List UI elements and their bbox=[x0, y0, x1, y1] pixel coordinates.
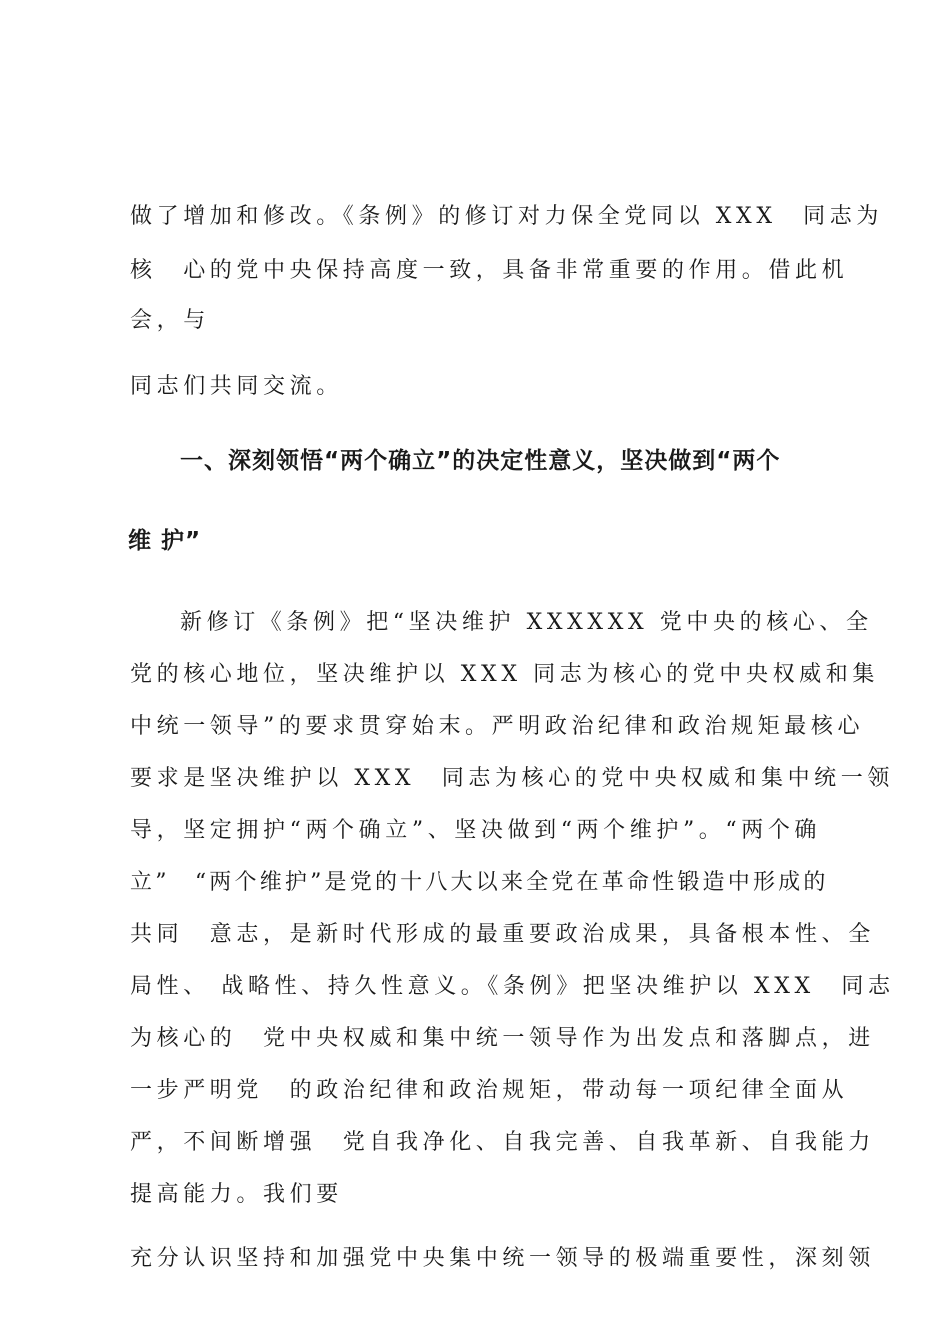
section-heading-continued: 维 护” bbox=[128, 528, 202, 554]
paragraph-line: 会，与 bbox=[130, 308, 210, 333]
paragraph-line: 中统一领导”的要求贯穿始末。严明政治纪律和政治规矩最核心 bbox=[130, 714, 865, 739]
paragraph-line: 同志们共同交流。 bbox=[130, 374, 343, 399]
paragraph-line: 立” “两个维护”是党的十八大以来全党在革命性锻造中形成的 bbox=[130, 870, 829, 895]
paragraph-line: 共同 意志，是新时代形成的最重要政治成果，具备根本性、全 bbox=[130, 922, 875, 947]
paragraph-line: 导，坚定拥护“两个确立”、坚决做到“两个维护”。“两个确 bbox=[130, 818, 822, 843]
section-heading: 一、深刻领悟“两个确立”的决定性意义，坚决做到“两个 bbox=[180, 448, 781, 474]
paragraph-line: 为核心的 党中央权威和集中统一领导作为出发点和落脚点，进 bbox=[130, 1026, 875, 1051]
paragraph-line: 要求是坚决维护以 XXX 同志为核心的党中央权威和集中统一领 bbox=[130, 766, 894, 791]
paragraph-line: 做了增加和修改。《条例》的修订对力保全党同以 XXX 同志为 bbox=[130, 204, 883, 229]
paragraph-line: 新修订《条例》把“坚决维护 XXXXXX 党中央的核心、全 bbox=[180, 610, 873, 635]
paragraph-line: 充分认识坚持和加强党中央集中统一领导的极端重要性，深刻领 bbox=[130, 1246, 875, 1271]
paragraph-line: 局性、 战略性、持久性意义。《条例》把坚决维护以 XXX 同志 bbox=[130, 974, 895, 999]
paragraph-line: 党的核心地位，坚决维护以 XXX 同志为核心的党中央权威和集 bbox=[130, 662, 879, 687]
paragraph-line: 核 心的党中央保持高度一致，具备非常重要的作用。借此机 bbox=[130, 258, 849, 283]
paragraph-line: 严，不间断增强 党自我净化、自我完善、自我革新、自我能力 bbox=[130, 1130, 875, 1155]
paragraph-line: 一步严明党 的政治纪律和政治规矩，带动每一项纪律全面从 bbox=[130, 1078, 849, 1103]
paragraph-line: 提高能力。我们要 bbox=[130, 1182, 343, 1207]
